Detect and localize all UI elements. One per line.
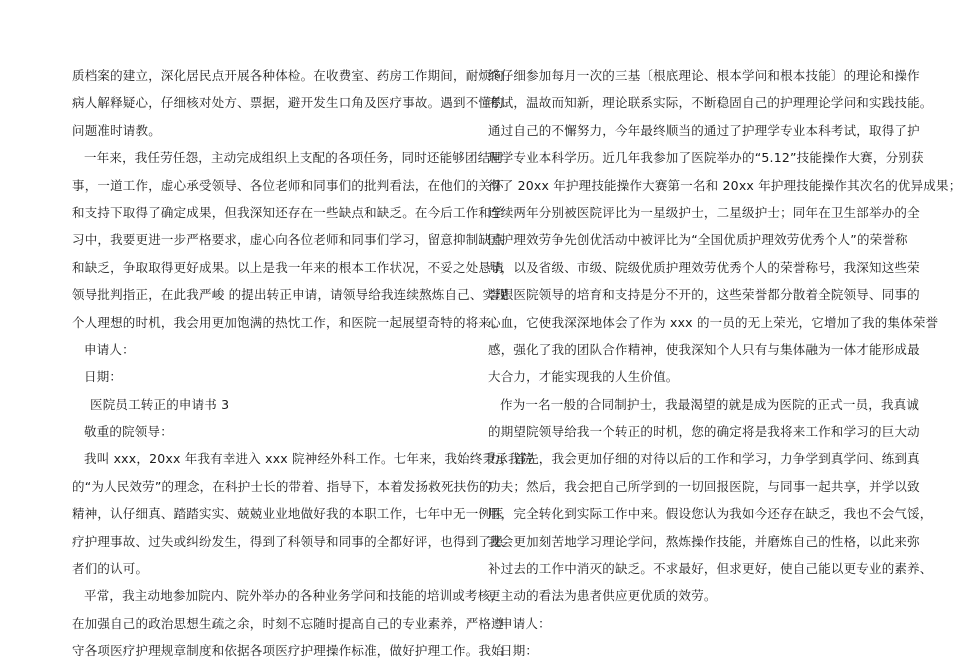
text-line: 得了 20xx 年护理技能操作大赛第一名和 20xx 年护理技能操作其次名的优异成果； <box>488 177 961 193</box>
text-line: 补过去的工作中消灭的缺乏。不求最好，但求更好，使自己能以更专业的素养、 <box>488 561 933 577</box>
text-line: 守各项医疗护理规章制度和依据各项医疗护理操作标准，做好护理工作。我始 <box>72 643 504 659</box>
text-line: 日期： <box>84 369 123 385</box>
text-line: 敬重的院领导： <box>84 424 173 440</box>
text-line: 理学专业本科学历。近几年我参加了医院举办的“5.12”技能操作大赛，分别获 <box>488 150 924 166</box>
text-line: 大合力，才能实现我的人生价值。 <box>488 369 679 385</box>
text-line: 功夫；然后，我会把自己所学到的一切回报医院，与同事一起共享，并学以致 <box>488 478 920 494</box>
text-line: 医院员工转正的申请书 3 <box>90 396 230 412</box>
text-line: 精神，认仔细真、踏踏实实、兢兢业业地做好我的本职工作，七年中无一例医 <box>72 506 504 522</box>
text-line: 终仔细参加每月一次的三基〔根底理论、根本学问和根本技能〕的理论和操作 <box>488 68 920 83</box>
text-line: 问题准时请教。 <box>72 122 161 138</box>
text-line: 质档案的建立，深化居民点开展各种体检。在收费室、药房工作期间，耐烦向 <box>72 68 504 83</box>
text-line: 用，完全转化到实际工作中来。假设您认为我如今还存在缺乏，我也不会气馁， <box>488 506 933 522</box>
text-line: 感，强化了我的团队合作精神，使我深知个人只有与集体融为一体才能形成最 <box>488 341 920 357</box>
text-line: 习中，我要更进一步严格要求，虚心向各位老师和同事们学习，留意抑制缺点 <box>72 232 504 248</box>
text-line: 在加强自己的政治思想生疏之余，时刻不忘随时提高自己的专业素养，严格遵 <box>72 615 504 631</box>
text-line: 和支持下取得了确定成果，但我深知还存在一些缺点和缺乏。在今后工作和学 <box>72 204 504 220</box>
left-text-column <box>72 62 534 665</box>
text-line: 疗护理事故、过失或纠纷发生，得到了科领导和同事的全都好评，也得到了患 <box>72 533 504 549</box>
text-line: 誉跟医院领导的培育和支持是分不开的，这些荣誉都分散着全院领导、同事的 <box>488 287 920 303</box>
text-line: 一年来，我任劳任怨，主动完成组织上支配的各项任务，同时还能够团结同 <box>84 150 504 166</box>
text-line: 我叫 xxx，20xx 年我有幸进入 xxx 院神经外科工作。七年来，我始终秉承我院 <box>84 451 534 467</box>
text-line: 申请人： <box>500 615 551 631</box>
text-line: 心血，它使我深深地体会了作为 xxx 的一员的无上荣光，它增加了我的集体荣誉 <box>488 314 939 330</box>
text-line: 领导批判指正，在此我严峻 的提出转正申请，请领导给我连续熬炼自己、实现 <box>72 287 508 303</box>
text-line: 的期望院领导给我一个转正的时机，您的确定将是我将来工作和学习的巨大动 <box>488 424 920 440</box>
text-line: 日期： <box>500 643 539 659</box>
text-line: 个人理想的时机，我会用更加饱满的热忱工作，和医院一起展望奇特的将来。 <box>72 314 504 330</box>
text-line: 更主动的看法为患者供应更优质的效劳。 <box>488 588 717 604</box>
text-line: 和缺乏，争取取得更好成果。以上是我一年来的根本工作状况，不妥之处恳请 <box>72 259 504 275</box>
text-line: 考试，温故而知新，理论联系实际，不断稳固自己的护理理论学问和实践技能。 <box>488 95 933 111</box>
text-line: 事，一道工作，虚心承受领导、各位老师和同事们的批判看法，在他们的关怀 <box>72 177 504 193</box>
text-line: 国护理效劳争先创优活动中被评比为“全国优质护理效劳优秀个人”的荣誉称 <box>488 232 908 248</box>
text-line: 作为一名一般的合同制护士，我最渴望的就是成为医院的正式一员，我真诚 <box>500 396 920 412</box>
text-line: 我会更加刻苦地学习理论学问，熬炼操作技能，并磨炼自己的性格，以此来弥 <box>488 533 920 549</box>
text-line: 病人解释疑心，仔细核对处方、票据，避开发生口角及医疗事故。遇到不懂的 <box>72 95 504 111</box>
text-line: 号，以及省级、市级、院级优质护理效劳优秀个人的荣誉称号，我深知这些荣 <box>488 259 920 275</box>
text-line: 者们的认可。 <box>72 561 149 577</box>
text-line: 平常，我主动地参加院内、院外举办的各种业务学问和技能的培训或考核， <box>84 588 504 604</box>
text-line: 的“为人民效劳”的理念，在科护士长的带着、指导下，本着发扬救死扶伤的 <box>72 478 492 494</box>
text-line: 力，首先，我会更加仔细的对待以后的工作和学习，力争学到真学问、练到真 <box>488 451 920 467</box>
text-line: 通过自己的不懈努力，今年最终顺当的通过了护理学专业本科考试，取得了护 <box>488 122 920 138</box>
text-line: 连续两年分别被医院评比为一星级护士，二星级护士；同年在卫生部举办的全 <box>488 204 920 220</box>
right-text-column <box>488 62 961 665</box>
text-line: 申请人： <box>84 341 135 357</box>
